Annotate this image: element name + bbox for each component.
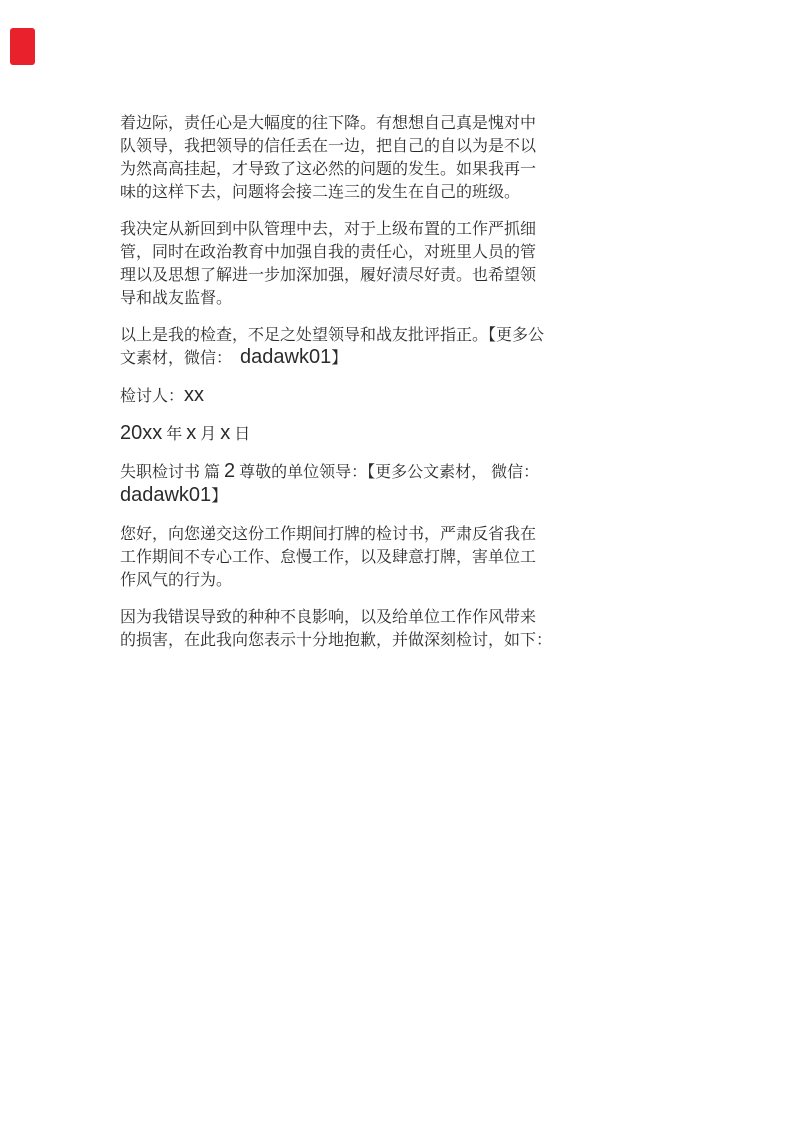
text-line: 管，同时在政治教育中加强自我的责任心，对班里人员的管 [120,244,537,261]
text-line: 20xx 年 x 月 x 日 [120,422,251,444]
document-body [120,96,676,664]
text-line: 文素材，微信： dadawk01】 [120,346,348,368]
text-line: 工作期间不专心工作、怠慢工作，以及肆意打牌，害单位工 [120,549,537,566]
text-line: 以上是我的检查，不足之处望领导和战友批评指正。【更多公 [120,327,545,344]
text-line: 因为我错误导致的种种不良影响，以及给单位工作作风带来 [120,609,537,626]
latin-run: xx [184,384,205,406]
text-line: 味的这样下去，问题将会接二连三的发生在自己的班级。 [120,184,521,201]
text-line: 为然高高挂起，才导致了这必然的问题的发生。如果我再一 [120,161,537,178]
text-line: dadawk01】 [120,484,228,506]
text-line: 作风气的行为。 [120,572,233,589]
text-line: 我决定从新回到中队管理中去，对于上级布置的工作严抓细 [120,221,537,238]
text-line: 导和战友监督。 [120,290,233,307]
latin-run: 2 [224,460,236,482]
latin-run: 20xx [120,422,163,444]
red-bookmark-marker [10,28,35,65]
text-line: 检讨人：xx [120,384,205,406]
text-line: 着边际，责任心是大幅度的往下降。有想想自己真是愧对中 [120,115,537,132]
latin-run: dadawk01 [240,346,332,368]
latin-run: x [220,422,231,444]
text-line: 失职检讨书 篇 2 尊敬的单位领导：【更多公文素材， 微信： [120,460,540,482]
text-line: 理以及思想了解进一步加深加强，履好渍尽好责。也希望领 [120,267,537,284]
text-line: 的损害，在此我向您表示十分地抱歉，并做深刻检讨，如下： [120,632,553,649]
latin-run: dadawk01 [120,484,212,506]
latin-run: x [186,422,197,444]
text-line: 队领导，我把领导的信任丢在一边，把自己的自以为是不以 [120,138,537,155]
text-line: 您好，向您递交这份工作期间打牌的检讨书，严肃反省我在 [120,526,537,543]
